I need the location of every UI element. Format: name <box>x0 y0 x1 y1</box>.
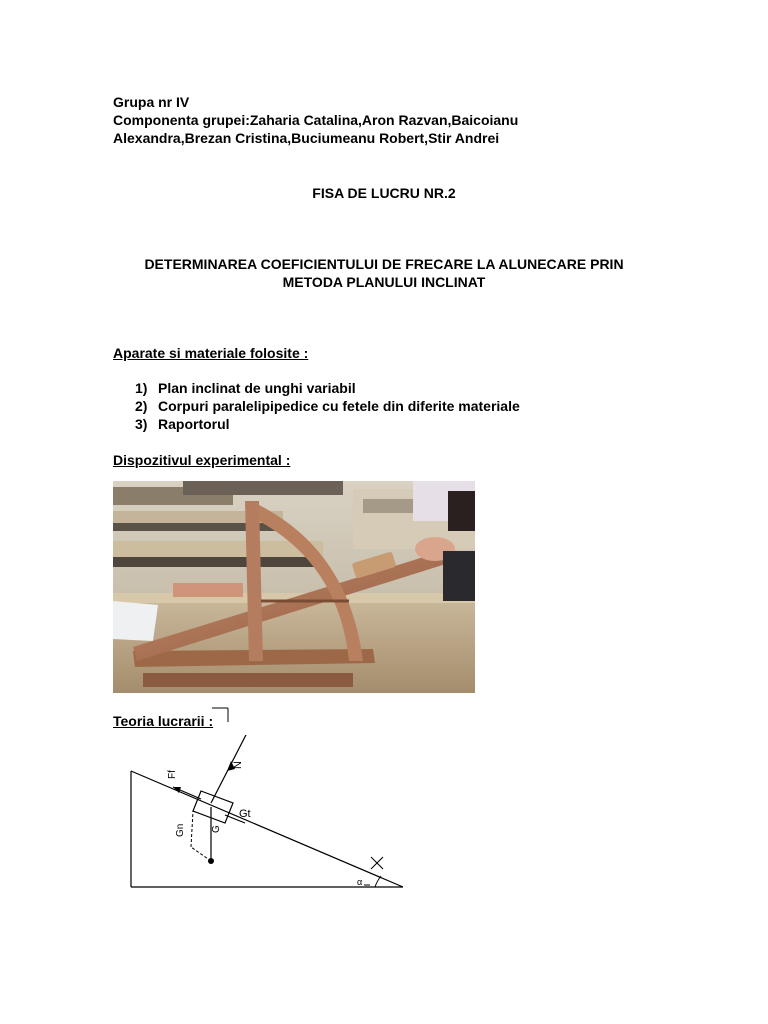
annotation-mark <box>210 706 230 724</box>
theory-heading: Teoria lucrarii : <box>113 713 214 729</box>
g-label: G <box>211 825 222 833</box>
group-members-line1: Componenta grupei:Zaharia Catalina,Aron Razvan,Baicoianu <box>113 112 519 128</box>
list-item-number: 1) <box>135 380 148 396</box>
list-item <box>135 379 356 397</box>
list-item-text: Plan inclinat de unghi variabil <box>158 380 356 396</box>
worksheet-title: FISA DE LUCRU NR.2 <box>312 185 456 201</box>
gn-label: Gn <box>175 823 186 837</box>
group-members-line2: Alexandra,Brezan Cristina,Buciumeanu Robert,Stir Andrei <box>113 130 500 146</box>
list-item-text: Corpuri paralelipipedice cu fetele din diferite materiale <box>158 398 520 414</box>
list-item <box>135 415 230 433</box>
list-item-number: 3) <box>135 416 148 432</box>
group-number: Grupa nr IV <box>113 94 190 110</box>
setup-heading: Dispozitivul experimental : <box>113 452 291 468</box>
force-diagram <box>113 735 413 915</box>
list-item <box>135 397 520 415</box>
list-item-text: Raportorul <box>158 416 230 432</box>
materials-heading: Aparate si materiale folosite : <box>113 345 309 361</box>
gt-label: Gt <box>239 808 251 820</box>
subject-title-line2: METODA PLANULUI INCLINAT <box>282 274 486 290</box>
experiment-photo <box>113 481 475 693</box>
friction-label: Ff <box>167 770 178 779</box>
list-item-number: 2) <box>135 398 148 414</box>
angle-label: α <box>357 877 363 887</box>
subject-title-line1: DETERMINAREA COEFICIENTULUI DE FRECARE LA ALUNECARE PRIN <box>144 256 624 272</box>
normal-label: N <box>232 761 244 769</box>
